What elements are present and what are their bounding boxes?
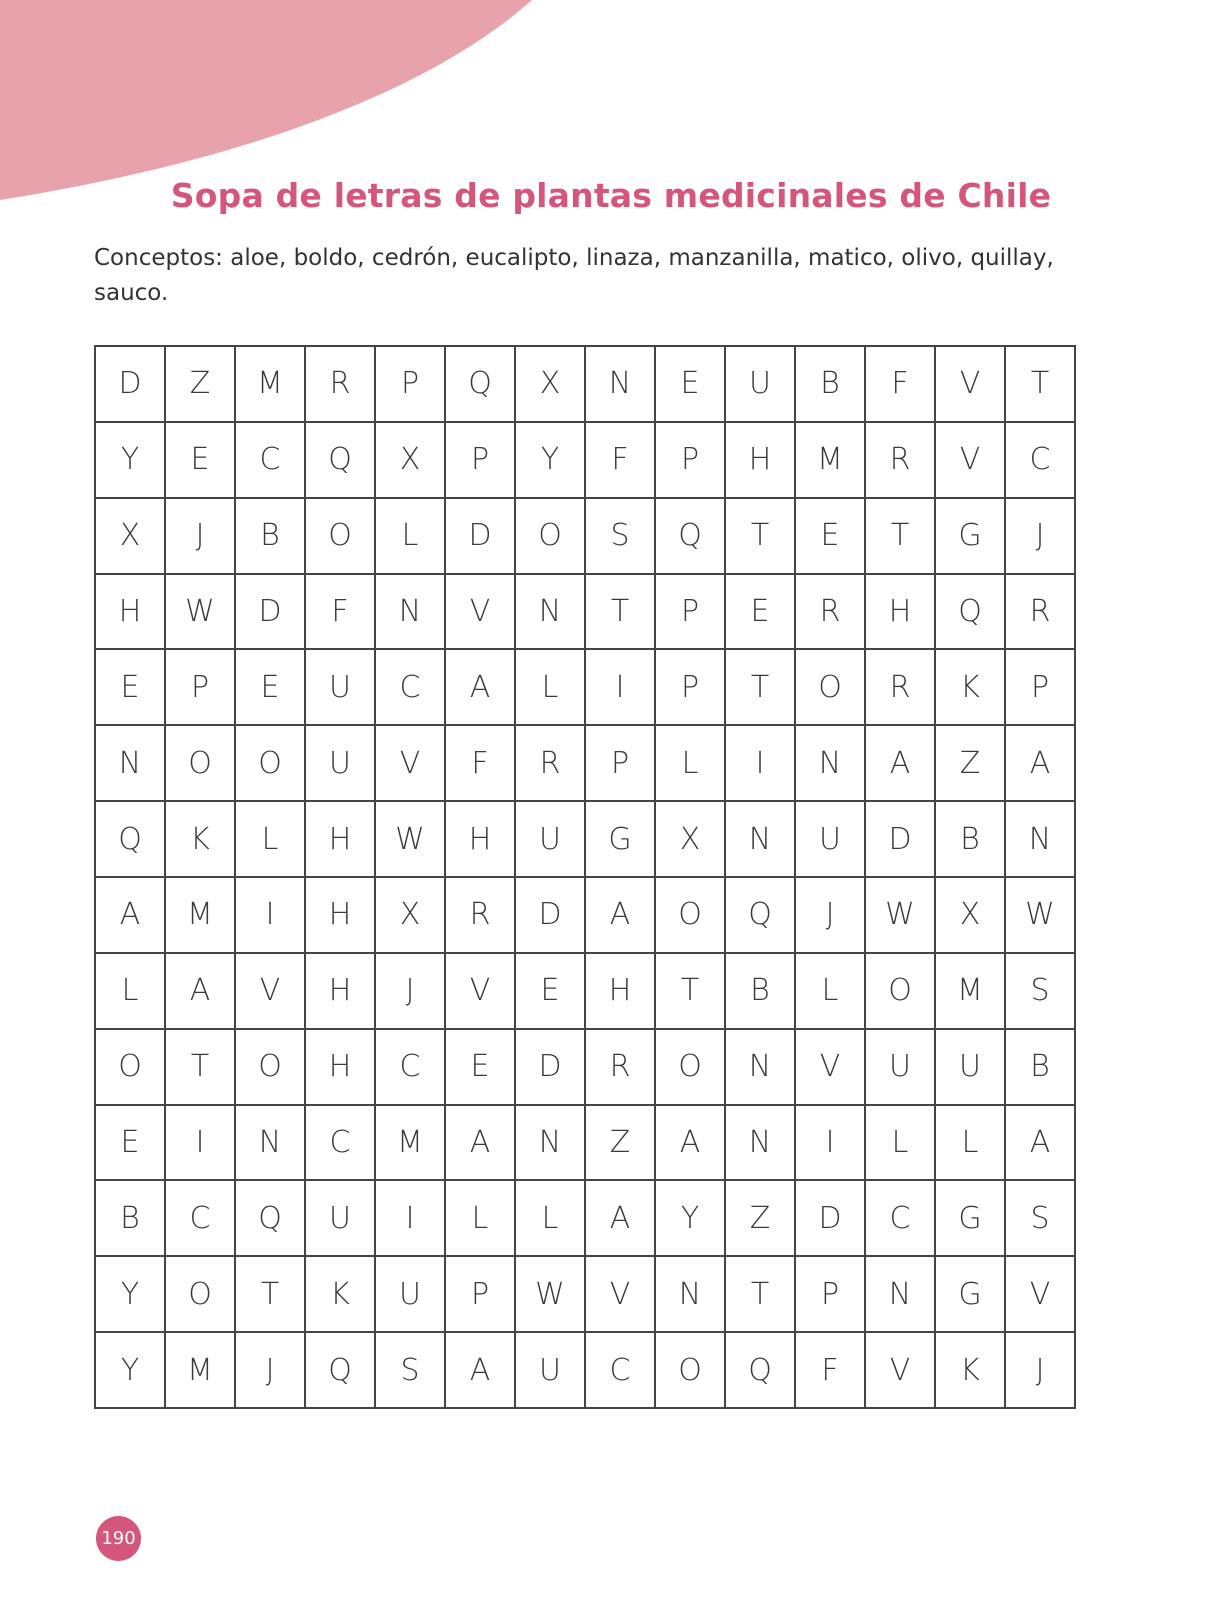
grid-cell[interactable]: H [306,802,376,878]
grid-cell[interactable]: O [306,499,376,575]
grid-cell[interactable]: D [796,1181,866,1257]
grid-cell[interactable]: L [376,499,446,575]
grid-cell[interactable]: B [936,802,1006,878]
grid-cell[interactable]: M [166,878,236,954]
grid-cell[interactable]: S [376,1333,446,1409]
grid-cell[interactable]: N [726,1106,796,1182]
grid-cell[interactable]: I [726,726,796,802]
grid-cell[interactable]: A [866,726,936,802]
grid-cell[interactable]: Z [166,347,236,423]
grid-cell[interactable]: E [796,499,866,575]
grid-cell[interactable]: J [166,499,236,575]
grid-cell[interactable]: U [306,726,376,802]
grid-cell[interactable]: T [726,650,796,726]
grid-cell[interactable]: J [236,1333,306,1409]
grid-cell[interactable]: U [726,347,796,423]
grid-cell[interactable]: D [96,347,166,423]
grid-cell[interactable]: L [516,650,586,726]
grid-cell[interactable]: R [866,650,936,726]
grid-cell[interactable]: L [656,726,726,802]
grid-cell[interactable]: B [1006,1030,1076,1106]
grid-cell[interactable]: W [1006,878,1076,954]
grid-cell[interactable]: L [866,1106,936,1182]
grid-cell[interactable]: P [1006,650,1076,726]
grid-cell[interactable]: P [446,423,516,499]
grid-cell[interactable]: F [306,575,376,651]
grid-cell[interactable]: C [1006,423,1076,499]
grid-cell[interactable]: N [516,575,586,651]
grid-cell[interactable]: U [306,650,376,726]
grid-cell[interactable]: Q [306,1333,376,1409]
grid-cell[interactable]: A [1006,726,1076,802]
grid-cell[interactable]: E [166,423,236,499]
grid-cell[interactable]: H [446,802,516,878]
grid-cell[interactable]: L [516,1181,586,1257]
grid-cell[interactable]: P [166,650,236,726]
grid-cell[interactable]: C [866,1181,936,1257]
grid-cell[interactable]: Y [96,1257,166,1333]
grid-cell[interactable]: H [306,878,376,954]
grid-cell[interactable]: V [446,954,516,1030]
grid-cell[interactable]: D [516,878,586,954]
grid-cell[interactable]: Y [516,423,586,499]
grid-cell[interactable]: L [446,1181,516,1257]
grid-cell[interactable]: E [96,1106,166,1182]
grid-cell[interactable]: F [586,423,656,499]
grid-cell[interactable]: R [446,878,516,954]
grid-cell[interactable]: Z [936,726,1006,802]
grid-cell[interactable]: B [726,954,796,1030]
grid-cell[interactable]: D [446,499,516,575]
grid-cell[interactable]: A [166,954,236,1030]
grid-cell[interactable]: E [656,347,726,423]
grid-cell[interactable]: Q [656,499,726,575]
grid-cell[interactable]: N [726,1030,796,1106]
grid-cell[interactable]: B [796,347,866,423]
grid-cell[interactable]: N [1006,802,1076,878]
grid-cell[interactable]: O [796,650,866,726]
grid-cell[interactable]: I [376,1181,446,1257]
grid-cell[interactable]: Q [936,575,1006,651]
grid-cell[interactable]: M [936,954,1006,1030]
grid-cell[interactable]: R [796,575,866,651]
grid-cell[interactable]: K [166,802,236,878]
grid-cell[interactable]: P [796,1257,866,1333]
grid-cell[interactable]: E [726,575,796,651]
grid-cell[interactable]: K [936,1333,1006,1409]
grid-cell[interactable]: O [516,499,586,575]
grid-cell[interactable]: L [236,802,306,878]
grid-cell[interactable]: A [656,1106,726,1182]
grid-cell[interactable]: R [516,726,586,802]
grid-cell[interactable]: M [166,1333,236,1409]
grid-cell[interactable]: S [586,499,656,575]
grid-cell[interactable]: H [586,954,656,1030]
grid-cell[interactable]: V [236,954,306,1030]
grid-cell[interactable]: H [96,575,166,651]
grid-cell[interactable]: W [866,878,936,954]
grid-cell[interactable]: F [866,347,936,423]
grid-cell[interactable]: Y [656,1181,726,1257]
grid-cell[interactable]: N [796,726,866,802]
grid-cell[interactable]: U [866,1030,936,1106]
grid-cell[interactable]: I [236,878,306,954]
grid-cell[interactable]: S [1006,1181,1076,1257]
grid-cell[interactable]: T [656,954,726,1030]
grid-cell[interactable]: V [796,1030,866,1106]
grid-cell[interactable]: Y [96,423,166,499]
grid-cell[interactable]: E [516,954,586,1030]
grid-cell[interactable]: R [586,1030,656,1106]
grid-cell[interactable]: M [796,423,866,499]
grid-cell[interactable]: V [586,1257,656,1333]
grid-cell[interactable]: T [866,499,936,575]
grid-cell[interactable]: J [796,878,866,954]
word-search-grid [94,345,1076,1409]
grid-cell[interactable]: S [1006,954,1076,1030]
grid-cell[interactable]: P [446,1257,516,1333]
grid-cell[interactable]: K [936,650,1006,726]
grid-cell[interactable]: V [376,726,446,802]
grid-cell[interactable]: O [96,1030,166,1106]
grid-cell[interactable]: G [936,1181,1006,1257]
grid-cell[interactable]: C [166,1181,236,1257]
grid-cell[interactable]: N [656,1257,726,1333]
grid-cell[interactable]: F [446,726,516,802]
grid-cell[interactable]: C [376,1030,446,1106]
grid-cell[interactable]: O [866,954,936,1030]
grid-cell[interactable]: A [96,878,166,954]
grid-cell[interactable]: X [376,423,446,499]
grid-cell[interactable]: E [96,650,166,726]
grid-cell[interactable]: N [726,802,796,878]
grid-cell[interactable]: N [516,1106,586,1182]
grid-cell[interactable]: N [236,1106,306,1182]
grid-cell[interactable]: O [656,1030,726,1106]
grid-cell[interactable]: R [866,423,936,499]
grid-cell[interactable]: J [376,954,446,1030]
grid-cell[interactable]: E [446,1030,516,1106]
grid-cell[interactable]: G [936,1257,1006,1333]
grid-cell[interactable]: O [166,726,236,802]
grid-cell[interactable]: V [936,423,1006,499]
grid-cell[interactable]: V [936,347,1006,423]
grid-cell[interactable]: H [726,423,796,499]
grid-cell[interactable]: A [446,650,516,726]
grid-cell[interactable]: Q [236,1181,306,1257]
grid-cell[interactable]: K [306,1257,376,1333]
grid-cell[interactable]: U [306,1181,376,1257]
grid-cell[interactable]: I [586,650,656,726]
grid-cell[interactable]: Z [726,1181,796,1257]
grid-cell[interactable]: C [236,423,306,499]
grid-cell[interactable]: G [586,802,656,878]
grid-cell[interactable]: Q [726,1333,796,1409]
grid-cell[interactable]: X [96,499,166,575]
grid-cell[interactable]: C [306,1106,376,1182]
grid-cell[interactable]: B [96,1181,166,1257]
grid-cell[interactable]: W [166,575,236,651]
grid-cell[interactable]: N [586,347,656,423]
grid-cell[interactable]: T [726,1257,796,1333]
grid-cell[interactable]: U [796,802,866,878]
grid-cell[interactable]: Q [96,802,166,878]
grid-cell[interactable]: A [446,1106,516,1182]
grid-cell[interactable]: B [236,499,306,575]
grid-cell[interactable]: X [936,878,1006,954]
grid-cell[interactable]: Y [96,1333,166,1409]
grid-cell[interactable]: P [656,423,726,499]
grid-cell[interactable]: M [236,347,306,423]
grid-cell[interactable]: P [656,650,726,726]
grid-cell[interactable]: D [516,1030,586,1106]
grid-cell[interactable]: T [166,1030,236,1106]
grid-cell[interactable]: L [796,954,866,1030]
grid-cell[interactable]: M [376,1106,446,1182]
grid-cell[interactable]: H [866,575,936,651]
grid-cell[interactable]: O [656,878,726,954]
grid-cell[interactable]: X [656,802,726,878]
grid-cell[interactable]: X [376,878,446,954]
grid-cell[interactable]: N [96,726,166,802]
grid-cell[interactable]: J [1006,499,1076,575]
grid-cell[interactable]: Z [586,1106,656,1182]
page-number-badge: 190 [96,1516,141,1561]
grid-cell[interactable]: Q [306,423,376,499]
grid-cell[interactable]: O [236,1030,306,1106]
grid-cell[interactable]: G [936,499,1006,575]
grid-cell[interactable]: H [306,1030,376,1106]
grid-cell[interactable]: D [236,575,306,651]
grid-cell[interactable]: C [586,1333,656,1409]
grid-cell[interactable]: C [376,650,446,726]
grid-cell[interactable]: T [1006,347,1076,423]
grid-cell[interactable]: T [726,499,796,575]
grid-cell[interactable]: D [866,802,936,878]
grid-cell[interactable]: A [586,1181,656,1257]
grid-cell[interactable]: W [516,1257,586,1333]
grid-cell[interactable]: O [236,726,306,802]
grid-cell[interactable]: N [866,1257,936,1333]
grid-cell[interactable]: L [96,954,166,1030]
grid-cell[interactable]: T [236,1257,306,1333]
grid-cell[interactable]: I [166,1106,236,1182]
grid-cell[interactable]: L [936,1106,1006,1182]
grid-cell[interactable]: U [936,1030,1006,1106]
grid-cell[interactable]: V [1006,1257,1076,1333]
grid-cell[interactable]: R [306,347,376,423]
grid-cell[interactable]: U [516,1333,586,1409]
grid-cell[interactable]: W [376,802,446,878]
grid-cell[interactable]: F [796,1333,866,1409]
grid-cell[interactable]: P [656,575,726,651]
grid-cell[interactable]: A [586,878,656,954]
grid-cell[interactable]: O [656,1333,726,1409]
grid-cell[interactable]: N [376,575,446,651]
grid-cell[interactable]: Q [446,347,516,423]
grid-cell[interactable]: O [166,1257,236,1333]
concepts-list: Conceptos: aloe, boldo, cedrón, eucalipto, linaza, manzanilla, matico, olivo, quillay, sauco. [94,245,1054,306]
grid-cell[interactable]: U [376,1257,446,1333]
grid-cell[interactable]: A [1006,1106,1076,1182]
grid-cell[interactable]: T [586,575,656,651]
grid-cell[interactable]: X [516,347,586,423]
grid-cell[interactable]: P [586,726,656,802]
grid-cell[interactable]: V [446,575,516,651]
grid-cell[interactable]: H [306,954,376,1030]
grid-cell[interactable]: U [516,802,586,878]
grid-cell[interactable]: R [1006,575,1076,651]
grid-cell[interactable]: A [446,1333,516,1409]
grid-cell[interactable]: P [376,347,446,423]
grid-cell[interactable]: V [866,1333,936,1409]
grid-cell[interactable]: I [796,1106,866,1182]
page-title: Sopa de letras de plantas medicinales de Chile [170,176,1052,215]
grid-cell[interactable]: Q [726,878,796,954]
grid-cell[interactable]: J [1006,1333,1076,1409]
grid-cell[interactable]: E [236,650,306,726]
